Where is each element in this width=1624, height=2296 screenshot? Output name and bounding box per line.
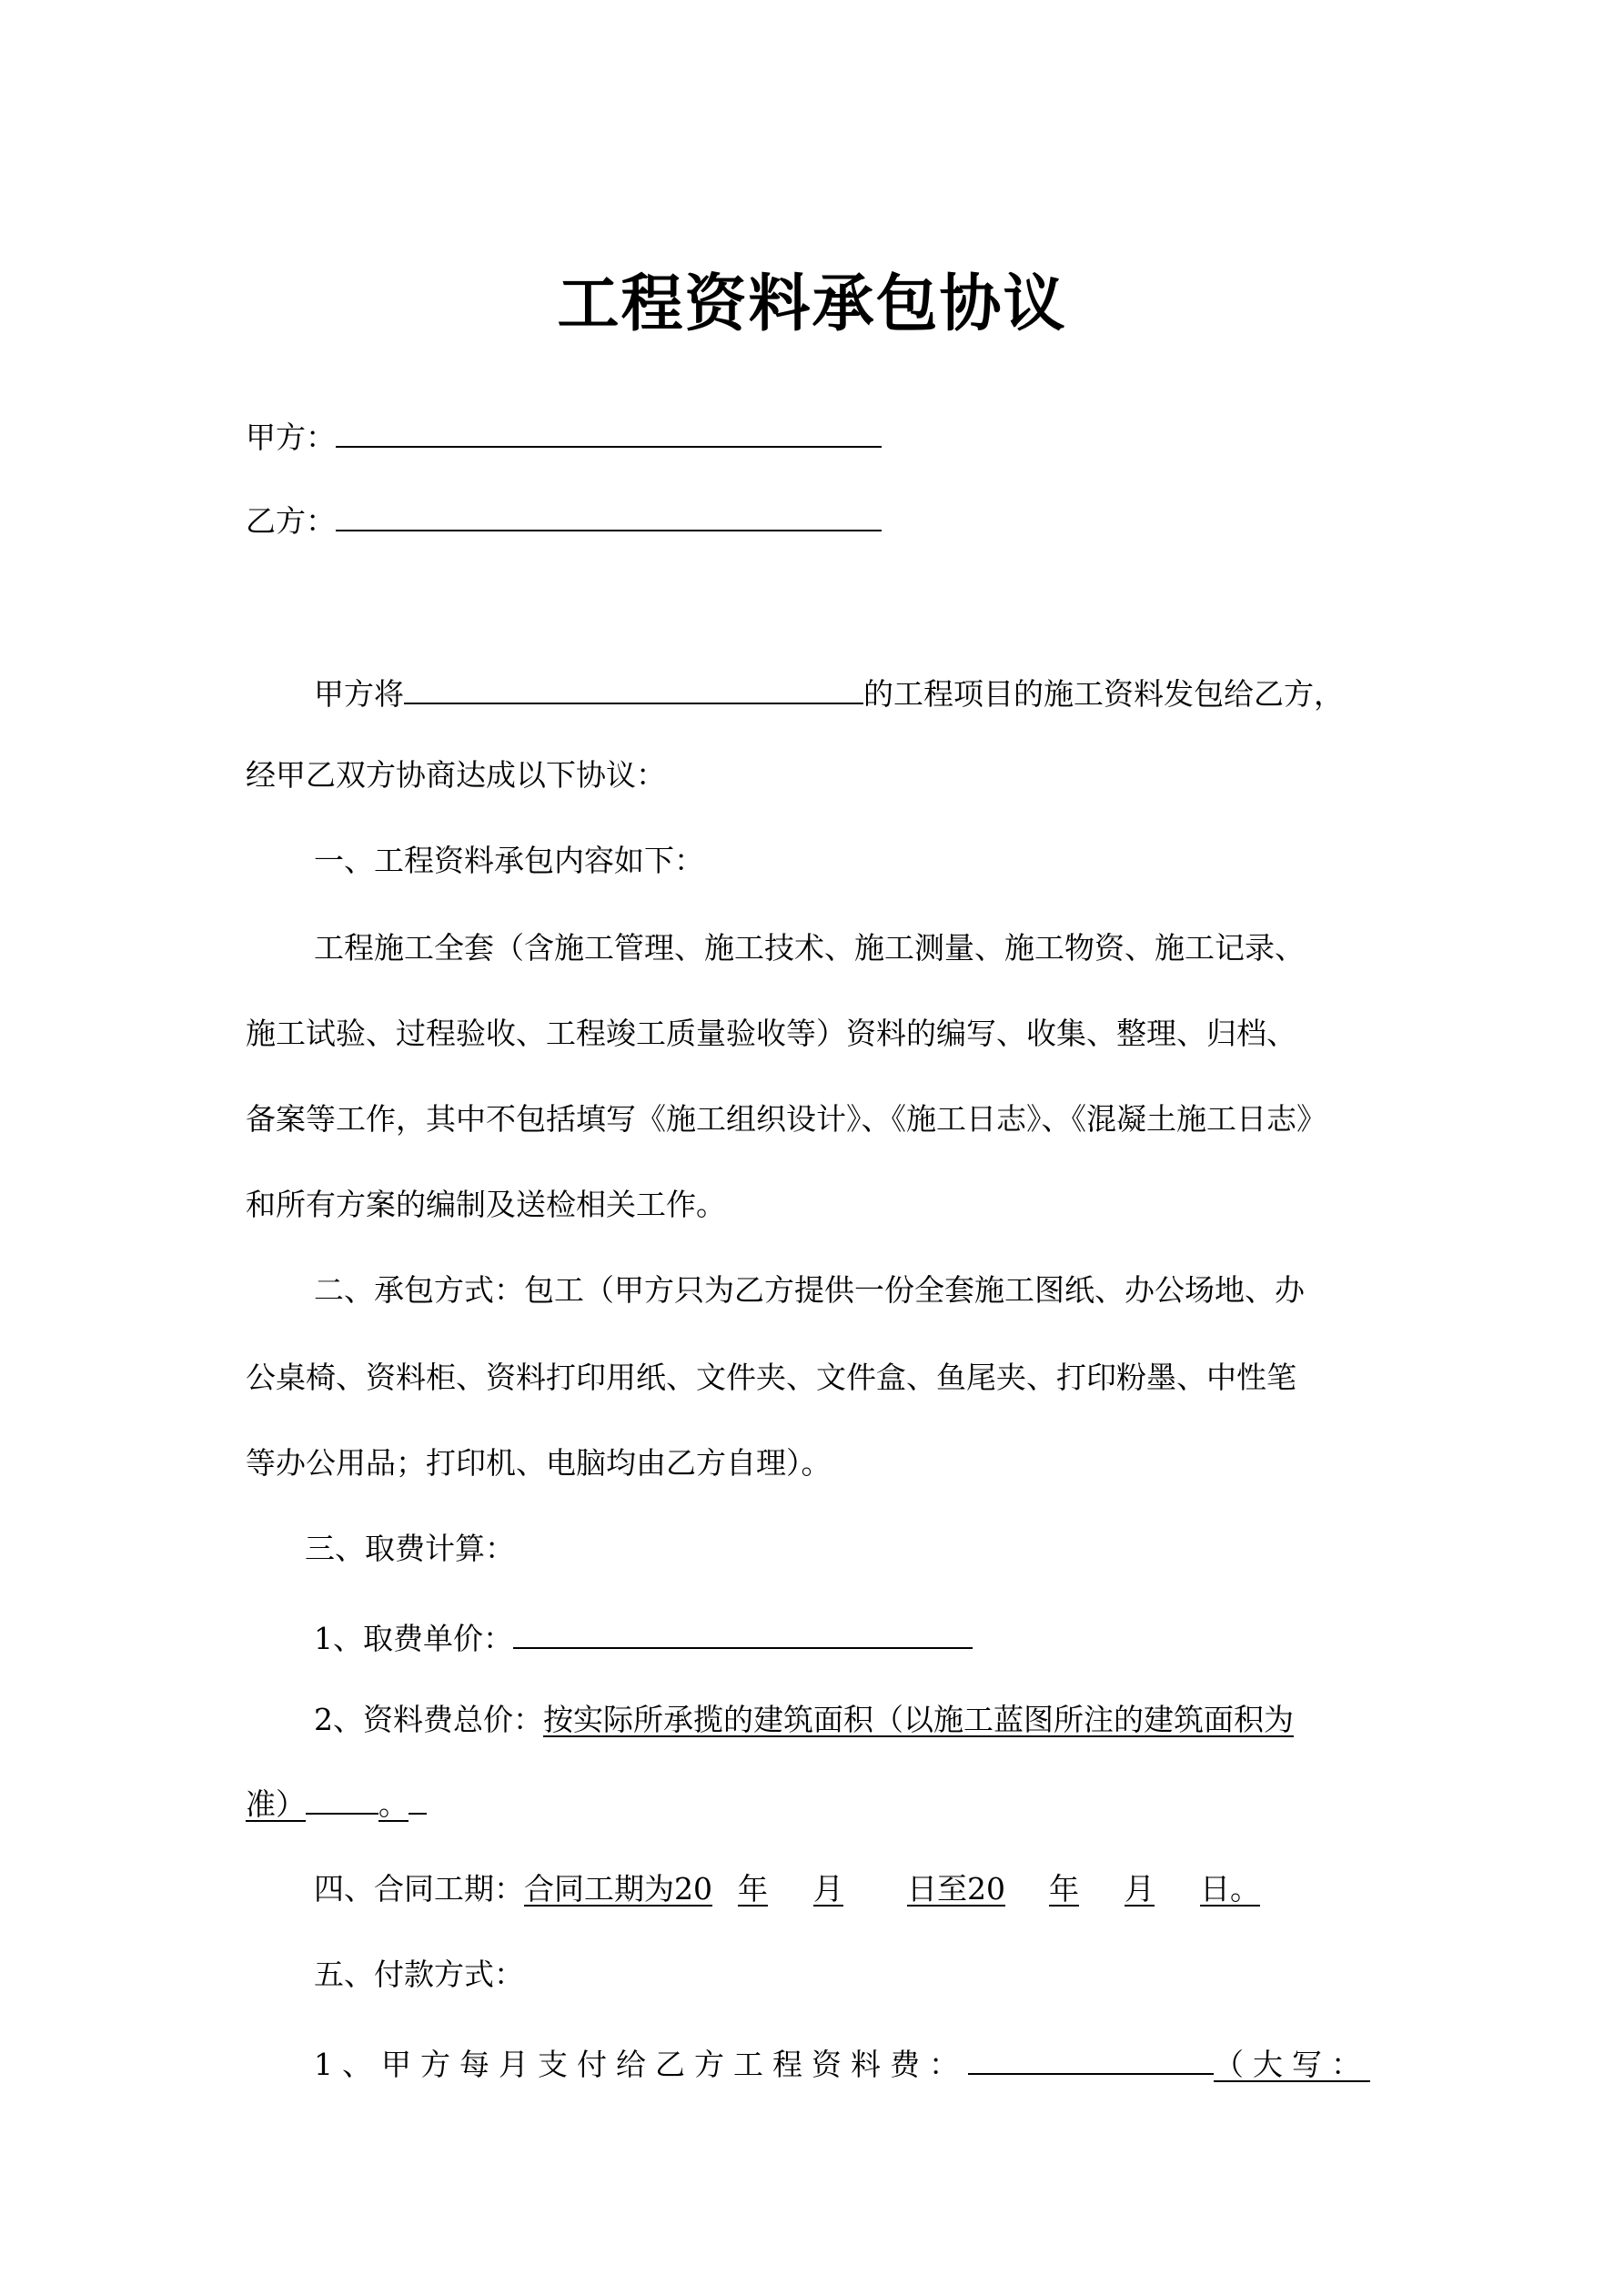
- fee-total-text: 按实际所承揽的建筑面积（以施工蓝图所注的建筑面积为: [543, 1702, 1294, 1737]
- intro-suffix: 的工程项目的施工资料发包给乙方，: [863, 676, 1344, 712]
- fee-unit-label: 1、取费单价：: [314, 1621, 513, 1656]
- start-month-word: 月: [813, 1871, 843, 1907]
- to-word: 至: [937, 1871, 967, 1907]
- fee-total-row-2: [246, 1785, 427, 1823]
- section1-line: 工程施工全套（含施工管理、施工技术、施工测量、施工物资、施工记录、: [314, 930, 1305, 966]
- section5-heading: 五、付款方式：: [314, 1957, 524, 1992]
- contract-period: [524, 1871, 1260, 1907]
- fee-total-tail-underline: [409, 1785, 427, 1815]
- fee-total-prefix: 准）: [246, 1786, 306, 1822]
- section2-line: 等办公用品；打印机、电脑均由乙方自理）。: [246, 1445, 832, 1481]
- section1-line: 备案等工作，其中不包括填写《施工组织设计》、《施工日志》、《混凝土施工日志》: [246, 1101, 1326, 1137]
- fee-unit-row: [314, 1616, 973, 1657]
- intro-line-1: [314, 672, 1344, 713]
- section3-heading: 三、取费计算：: [305, 1531, 515, 1566]
- intro-prefix: 甲方将: [314, 676, 404, 712]
- payment-capital-label: （大写：: [1214, 2047, 1370, 2082]
- period-text: 合同工期为: [524, 1871, 674, 1907]
- section1-heading: 一、工程资料承包内容如下：: [314, 843, 704, 878]
- start-year-word: 年: [738, 1871, 768, 1907]
- section4-row: [314, 1871, 1260, 1907]
- party-b-row: [246, 499, 882, 540]
- party-a-row: [246, 415, 882, 456]
- start-year-prefix: 20: [674, 1871, 712, 1907]
- payment-row: [314, 2042, 1370, 2083]
- fee-unit-field[interactable]: [513, 1616, 973, 1649]
- party-a-label: 甲方：: [246, 420, 336, 455]
- fee-total-field[interactable]: [306, 1785, 378, 1815]
- party-b-field[interactable]: [336, 499, 882, 531]
- end-day-word: 日: [1200, 1871, 1230, 1907]
- party-a-field[interactable]: [336, 415, 882, 448]
- end-year-prefix: 20: [967, 1871, 1005, 1907]
- project-name-field[interactable]: [404, 672, 863, 704]
- intro-line-2: 经甲乙双方协商达成以下协议：: [246, 757, 666, 793]
- start-day-word: 日: [907, 1871, 937, 1907]
- fee-total-suffix: 。: [378, 1786, 409, 1822]
- end-year-word: 年: [1049, 1871, 1079, 1907]
- section1-line: 施工试验、过程验收、工程竣工质量验收等）资料的编写、收集、整理、归档、: [246, 1016, 1296, 1051]
- payment-amount-field[interactable]: [968, 2042, 1214, 2075]
- end-month-word: 月: [1125, 1871, 1155, 1907]
- section1-line: 和所有方案的编制及送检相关工作。: [246, 1187, 726, 1222]
- section2-line: 公桌椅、资料柜、资料打印用纸、文件夹、文件盒、鱼尾夹、打印粉墨、中性笔: [246, 1360, 1296, 1395]
- period-end: 。: [1230, 1871, 1260, 1907]
- payment-label: 1、甲方每月支付给乙方工程资料费：: [314, 2047, 968, 2082]
- section2-line: 二、承包方式：包工（甲方只为乙方提供一份全套施工图纸、办公场地、办: [314, 1272, 1305, 1308]
- document-title: 工程资料承包协议: [557, 268, 1067, 340]
- fee-total-label: 2、资料费总价：: [314, 1702, 543, 1737]
- section4-label: 四、合同工期：: [314, 1871, 524, 1907]
- fee-total-row: [314, 1702, 1294, 1738]
- party-b-label: 乙方：: [246, 503, 336, 539]
